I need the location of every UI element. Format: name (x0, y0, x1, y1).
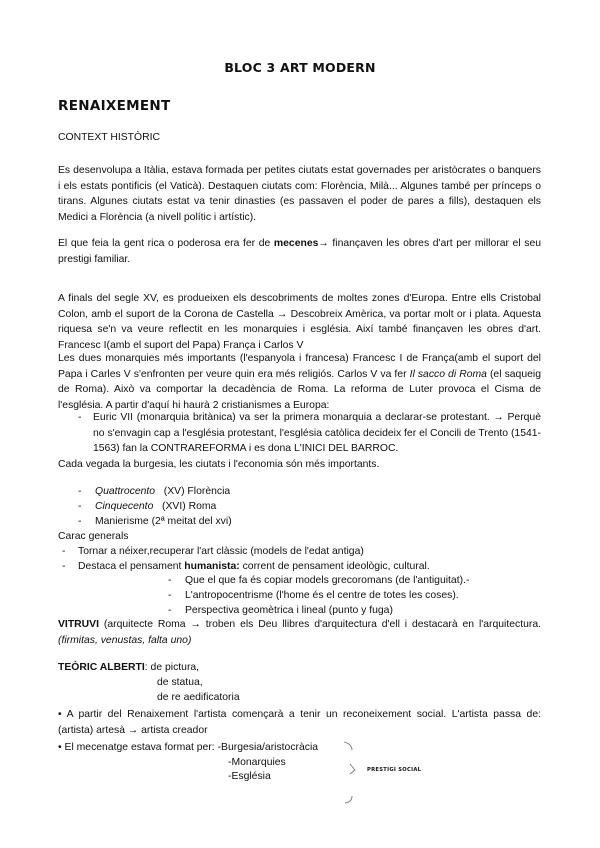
paragraph-2 (58, 236, 541, 267)
bullet-dash: - (78, 412, 82, 423)
curly-brace-icon (342, 740, 362, 806)
carac-item-1: Tornar a néixer,recuperar l'art clàssic (models de l'edat antiga) (78, 546, 364, 557)
sub-item-3: Perspectiva geomètrica i lineal (punto y fuga) (185, 605, 393, 616)
paragraph-7: • El mecenatge estava format per: -Burgesia/aristocràcia (58, 742, 319, 753)
p2-mecenes: mecenes (273, 238, 319, 249)
alberti-bold: TEÒRIC ALBERTI (58, 662, 145, 673)
sub-item-1: Que el que fa és copiar models grecoromans (de l'antiguitat).- (185, 575, 470, 586)
p4-text-a: Les dues monarquies més importants (l'espanyola i francesa) Francesc I de França(amb el suport del Papa i Carles V s'enfronten per veure quin era més religiós. Carlos V va fer (58, 353, 541, 380)
period-dash: - (78, 486, 82, 497)
prestigi-social-label: PRESTIGI SOCIAL (367, 767, 422, 773)
carac-heading: Carac generals (58, 531, 129, 542)
period-rest: (XVI) Roma (162, 501, 217, 512)
alberti-text: : de pictura, (144, 662, 200, 673)
sub-dash: - (168, 590, 172, 601)
paragraph-vitruvi (58, 617, 541, 648)
paragraph-4 (58, 351, 541, 413)
context-heading: CONTEXT HISTÒRIC (58, 132, 160, 143)
p2-text-c: → finançaven les obres d'art per millorar el seu prestigi familiar. (58, 238, 541, 265)
period-quattrocento (95, 484, 230, 500)
alberti-line-1 (58, 660, 199, 676)
period-rest: (XV) Florència (163, 486, 231, 497)
mecenatge-esglesia: -Església (228, 771, 271, 782)
p4-text-c: (el saqueig de Roma). Això va comportar la decadència de Roma. La reforma de Luter provoca el Cisma de l'església. A partir d'aquí hi haurà 2 cristianismes a Europa: (58, 368, 541, 411)
period-cinquecento (95, 499, 216, 515)
carac-dash: - (62, 561, 66, 572)
carac-text: Destaca el pensament (78, 561, 185, 572)
period-manierisme: Manierisme (2ª meitat del xvi) (95, 516, 232, 527)
alberti-line-2: de statua, (157, 677, 203, 688)
vitruvi-bold: VITRUVI (58, 619, 99, 630)
period-name: Quattrocento (95, 486, 156, 497)
carac-dash: - (62, 546, 66, 557)
bullet-euric: Euric VII (monarquia britànica) va ser la primera monarquia a declarar-se protestant. → Perquè no s'envagin cap a l'església protestant, l'església catòlica decideix fer el Concili de Trento (1541-1563) fan la CONTRAREFORMA i es dona L'INICI DEL BARROC. (93, 412, 541, 455)
vitruvi-text: (arquitecte Roma → troben els Deu llibres d'arquitectura d'ell i destacarà en l'arquitectura. (99, 619, 541, 630)
sub-dash: - (168, 575, 172, 586)
mecenatge-monarquies: -Monarquies (228, 757, 286, 768)
period-name: Cinquecento (95, 501, 154, 512)
sub-dash: - (168, 605, 172, 616)
alberti-line-3: de re aedificatoria (157, 692, 240, 703)
period-dash: - (78, 501, 82, 512)
paragraph-6: • A partir del Renaixement l'artista començarà a tenir un reconeixement social. L'artista passa de: (artista) artesà → artista creador (58, 709, 541, 736)
paragraph-3: A finals del segle XV, es produeixen els descobriments de moltes zones d'Europa. Entre ells Cristobal Colon, amb el suport de la Corona de Castella → Descobreix Amèrica, va portar molt or i plata. Aquesta riquesa se'n va veure reflectit en les monarquies i església. Així també finançaven les obres d'art. Francesc I(amb el suport del Papa) França i Carlos V (58, 293, 541, 351)
vitruvi-italic: (firmitas, venustas, falta uno) (58, 634, 192, 646)
p4-sacco: Il sacco di Roma (409, 368, 487, 380)
period-dash: - (78, 516, 82, 527)
section-heading: RENAIXEMENT (58, 98, 171, 114)
p2-text-a: El que feia la gent rica o poderosa era fer de (58, 238, 274, 249)
sub-item-2: L'antropocentrisme (l'home és el centre de totes les coses). (185, 590, 459, 601)
paragraph-1: Es desenvolupa a Itàlia, estava formada per petites ciutats estat governades per aristòcrates o banquers i els estats pontificis (el Vaticà). Destaquen ciutats com: Florència, Milà... Algunes també per prínceps o tirans. Algunes ciutats estat va tenir dinasties (es passaven el poder de pares a fills), destaquen els Medici a Florència (a nivell polític i artístic). (58, 165, 541, 223)
humanista-rest: corrent de pensament ideològic, cultural. (239, 561, 430, 572)
paragraph-5: Cada vegada la burgesia, les ciutats i l'economia són més importants. (58, 459, 380, 470)
humanista-bold: humanista: (184, 561, 240, 572)
document-title: BLOC 3 ART MODERN (224, 60, 376, 75)
